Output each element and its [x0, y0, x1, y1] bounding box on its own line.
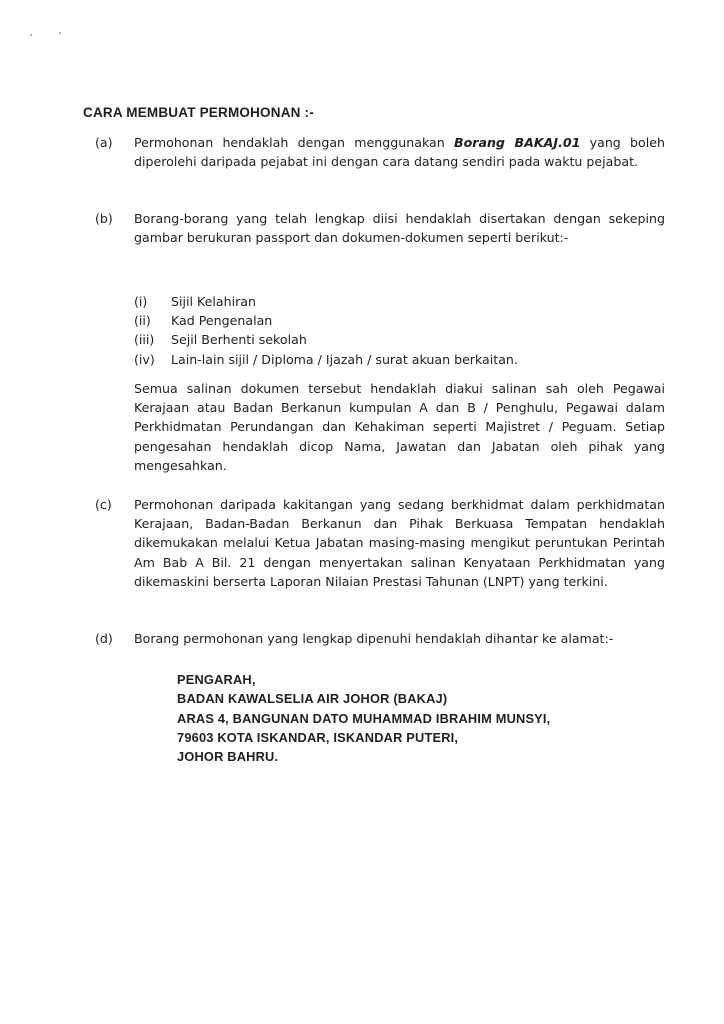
- address-line: JOHOR BAHRU.: [177, 749, 279, 765]
- section-b-label: (b): [95, 211, 113, 226]
- address-line: PENGARAH,: [177, 672, 256, 687]
- list-item: [134, 330, 518, 349]
- list-item-text: Sejil Berhenti sekolah: [171, 332, 307, 348]
- section-b-text: Borang-borang yang telah lengkap diisi hendaklah disertakan dengan sekeping gambar berukuran passport dan dokumen-dokumen seperti berikut:-: [134, 211, 665, 246]
- list-item-text: Sijil Kelahiran: [171, 294, 256, 309]
- list-item-number: (iv): [134, 351, 155, 367]
- list-item: [134, 350, 518, 369]
- list-item-text: Kad Pengenalan: [171, 313, 273, 329]
- section-c: [95, 495, 665, 591]
- list-item: [134, 292, 518, 311]
- scan-specks: [30, 30, 70, 40]
- address-line: BADAN KAWALSELIA AIR JOHOR (BAKAJ): [177, 691, 448, 707]
- address-line: ARAS 4, BANGUNAN DATO MUHAMMAD IBRAHIM MUNSYI,: [177, 710, 551, 726]
- list-item: [134, 311, 518, 330]
- section-d: [95, 629, 665, 648]
- section-c-text: Permohonan daripada kakitangan yang sedang berkhidmat dalam perkhidmatan Kerajaan, Badan-Badan Berkanun dan Pihak Berkuasa Tempatan hendaklah dikemukakan melalui Ketua Jabatan masing-masing mengikut peruntukan Perintah Am Bab A Bil. 21 dengan menyertakan salinan Kenyataan Perkhidmatan yang dikemaskini berserta Laporan Nilaian Prestasi Tahunan (LNPT) yang terkini.: [134, 497, 665, 589]
- form-name-emphasis: Borang BAKAJ.01: [453, 135, 581, 150]
- section-a-label: (a): [95, 135, 113, 150]
- list-item-text: Lain-lain sijil / Diploma / Ijazah / surat akuan berkaitan.: [171, 351, 518, 367]
- document-list: [134, 292, 518, 369]
- speck: [30, 34, 32, 36]
- section-d-label: (d): [95, 631, 113, 646]
- section-a-text-after: yang boleh diperolehi daripada pejabat ini dengan cara datang sendiri pada waktu pejabat.: [134, 135, 665, 170]
- list-item-number: (iii): [134, 332, 155, 348]
- section-c-label: (c): [95, 497, 112, 512]
- section-a-text-before: Permohonan hendaklah dengan menggunakan: [134, 135, 454, 150]
- address-line: 79603 KOTA ISKANDAR, ISKANDAR PUTERI,: [177, 729, 459, 745]
- section-a: [95, 133, 665, 171]
- section-a-text: [134, 133, 665, 171]
- section-d-text: Borang permohonan yang lengkap dipenuhi hendaklah dihantar ke alamat:-: [134, 631, 614, 646]
- speck: [59, 32, 61, 34]
- mailing-address: [177, 670, 550, 766]
- list-item-number: (i): [134, 294, 148, 309]
- section-title: CARA MEMBUAT PERMOHONAN :-: [83, 105, 314, 120]
- certification-note: Semua salinan dokumen tersebut hendaklah diakui salinan sah oleh Pegawai Kerajaan atau Badan Berkanun kumpulan A dan B / Penghulu, Pegawai dalam Perkhidmatan Perundangan dan Kehakiman seperti Majistret / Peguam. Setiap pengesahan hendaklah dicop Nama, Jawatan dan Jabatan oleh pihak yang mengesahkan.: [134, 381, 665, 473]
- list-item-number: (ii): [134, 313, 151, 329]
- section-b: [95, 209, 665, 247]
